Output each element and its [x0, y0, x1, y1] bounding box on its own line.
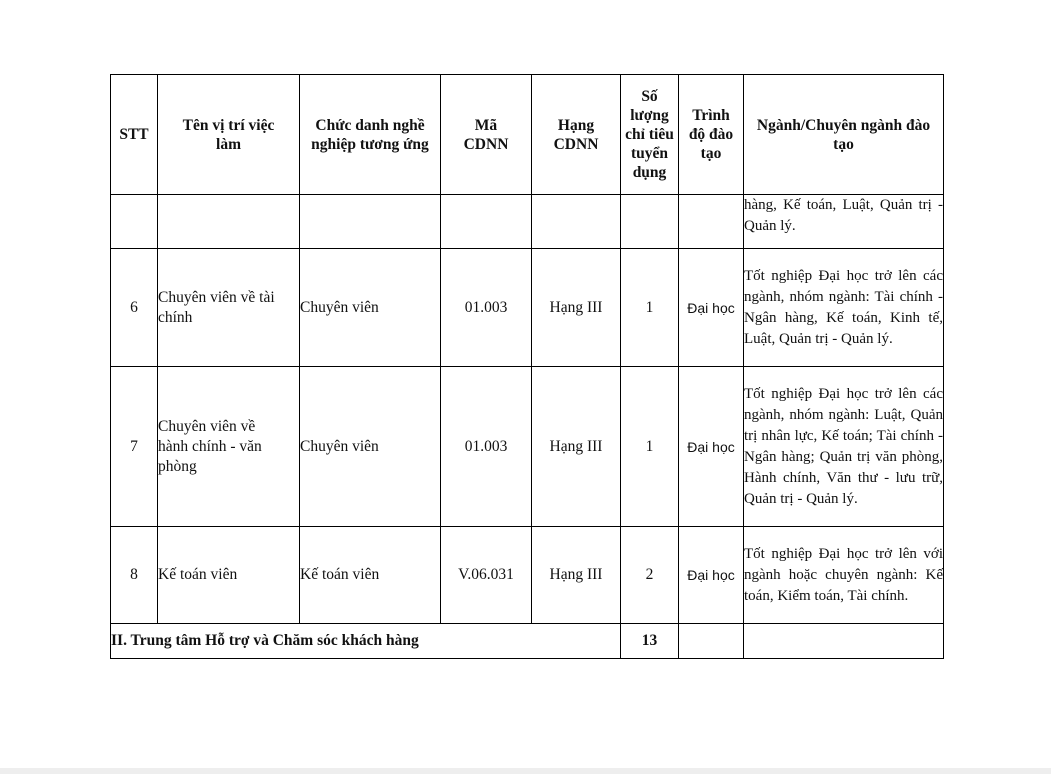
header-row: [111, 75, 944, 195]
cell-code: 01.003: [441, 249, 532, 367]
table-row: [111, 249, 944, 367]
cell-major: Tốt nghiệp Đại học trở lên với ngành hoặc chuyên ngành: Kế toán, Kiểm toán, Tài chính.: [744, 527, 944, 624]
cell-position-text: Chuyên viên về hành chính - văn phòng: [158, 417, 262, 475]
cell-position-text: Chuyên viên về tài chính: [158, 288, 275, 326]
cell-major: Tốt nghiệp Đại học trở lên các ngành, nhóm ngành: Tài chính - Ngân hàng, Kế toán, Kinh tế, Luật, Quản trị - Quản lý.: [744, 249, 944, 367]
cell-empty: [441, 195, 532, 249]
cell-position-text: Kế toán viên: [158, 566, 238, 583]
header-major-text: Ngành/Chuyên ngành đào tạo: [756, 116, 931, 153]
cell-empty: [679, 195, 744, 249]
header-position: [158, 75, 300, 195]
cell-major-continued: hàng, Kế toán, Luật, Quản trị - Quản lý.: [744, 195, 944, 249]
cell-title: Chuyên viên: [300, 249, 441, 367]
cell-stt: 8: [111, 527, 158, 624]
cell-code: V.06.031: [441, 527, 532, 624]
cell-stt: 6: [111, 249, 158, 367]
header-title-text: Chức danh nghề nghiệp tương ứng: [311, 116, 429, 153]
header-education: [679, 75, 744, 195]
cell-empty: [300, 195, 441, 249]
header-grade: [532, 75, 621, 195]
header-quota-text: Số lượng chỉ tiêu tuyển dụng: [625, 88, 674, 181]
table-row: [111, 367, 944, 527]
cell-title: Kế toán viên: [300, 527, 441, 624]
cell-quota: 1: [621, 249, 679, 367]
cell-quota: 2: [621, 527, 679, 624]
cell-education: Đại học: [679, 367, 744, 527]
header-stt: STT: [111, 75, 158, 195]
header-education-text: Trình độ đào tạo: [688, 107, 734, 162]
header-major: [744, 75, 944, 195]
page-bottom-strip: [0, 768, 1051, 774]
cell-grade: Hạng III: [532, 527, 621, 624]
cell-empty: [111, 195, 158, 249]
cell-quota: 1: [621, 367, 679, 527]
header-quota: [621, 75, 679, 195]
cell-education: Đại học: [679, 527, 744, 624]
header-code-text: Mã CDNN: [463, 116, 509, 153]
header-code: [441, 75, 532, 195]
header-title: [300, 75, 441, 195]
header-position-text: Tên vị trí việc làm: [182, 116, 275, 153]
cell-empty: [158, 195, 300, 249]
cell-empty: [532, 195, 621, 249]
cell-major: Tốt nghiệp Đại học trở lên các ngành, nhóm ngành: Luật, Quản trị nhân lực, Kế toán; Tài chính - Ngân hàng; Quản trị văn phòng, Hành chính, Văn thư - lưu trữ, Quản trị - Quản lý.: [744, 367, 944, 527]
cell-code: 01.003: [441, 367, 532, 527]
cell-empty: [744, 624, 944, 659]
cell-stt: 7: [111, 367, 158, 527]
cell-empty: [679, 624, 744, 659]
cell-position: [158, 367, 300, 527]
cell-empty: [621, 195, 679, 249]
cell-position: [158, 527, 300, 624]
cell-title: Chuyên viên: [300, 367, 441, 527]
table-row: [111, 527, 944, 624]
section-quota: 13: [621, 624, 679, 659]
recruitment-table: [110, 74, 944, 659]
header-grade-text: Hạng CDNN: [553, 116, 599, 153]
section-row: [111, 624, 944, 659]
cell-education: Đại học: [679, 249, 744, 367]
cell-grade: Hạng III: [532, 249, 621, 367]
cell-position: [158, 249, 300, 367]
section-title: II. Trung tâm Hỗ trợ và Chăm sóc khách hàng: [111, 624, 621, 659]
cell-grade: Hạng III: [532, 367, 621, 527]
table-row-continued: [111, 195, 944, 249]
